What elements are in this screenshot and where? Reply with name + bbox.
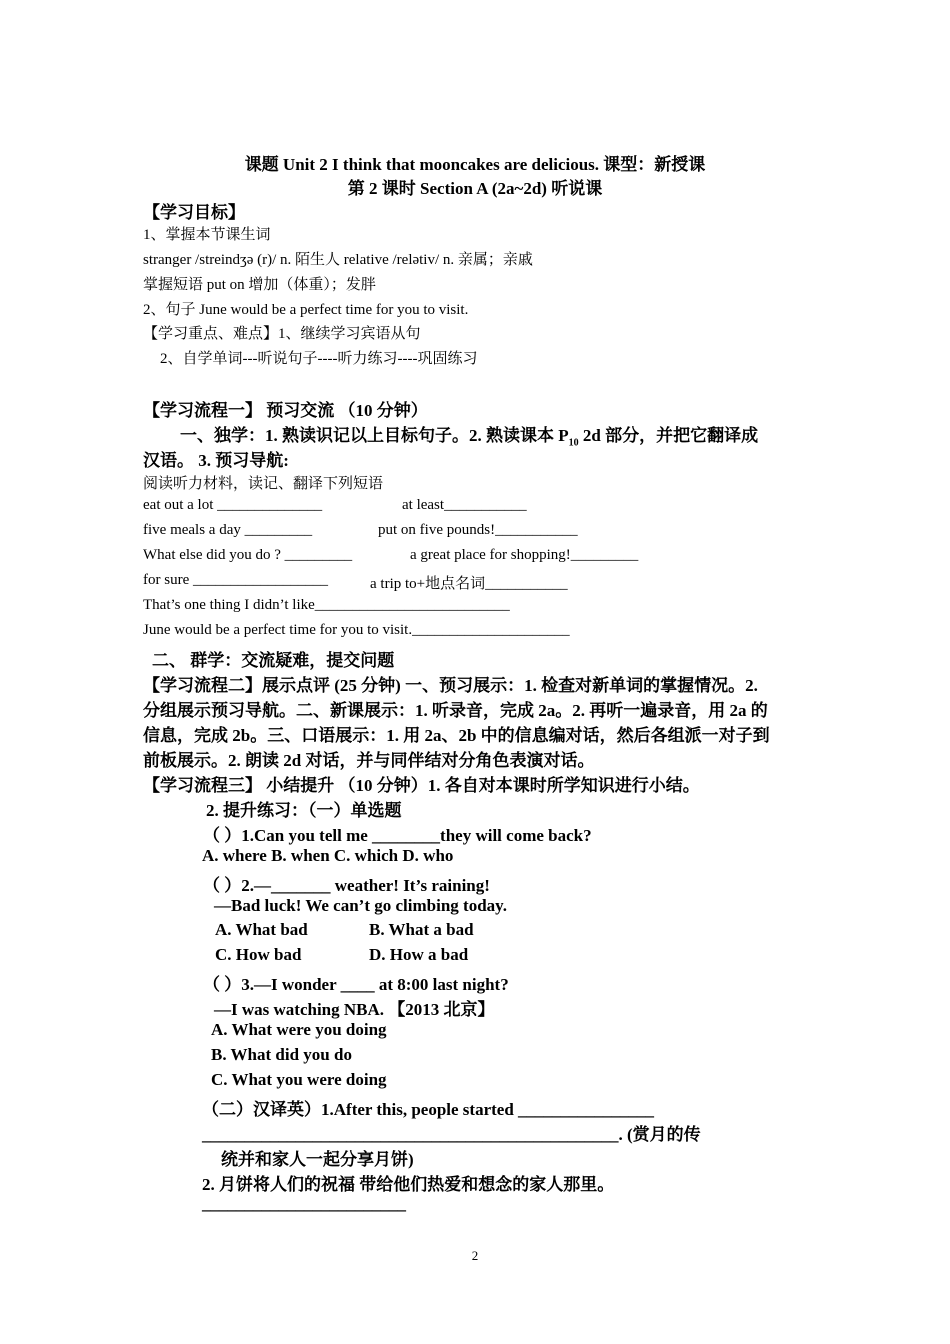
flow2-line-1: 【学习流程二】展示点评 (25 分钟) 一、预习展示：1. 检查对新单词的掌握情况。2. <box>143 676 758 695</box>
question-2: （ ）2.—_______ weather! It’s raining! <box>203 876 490 895</box>
lesson-subtitle: 第 2 课时 Section A (2a~2d) 听说课 <box>347 179 603 198</box>
translation-2: 2. 月饼将人们的祝福 带给他们热爱和想念的家人那里。 <box>202 1175 615 1194</box>
sentence-line: 2、句子 June would be a perfect time for you to visit. <box>143 302 469 318</box>
phrase-blank: five meals a day _________ <box>143 522 313 538</box>
translation-2-blank: ________________________ <box>202 1194 406 1213</box>
option-d: D. How a bad <box>369 945 469 964</box>
key-points-line: 【学习重点、难点】1、继续学习宾语从句 <box>143 326 421 342</box>
translation-blank: _________________________________________________. (赏月的传 <box>202 1125 701 1144</box>
practice-heading: 2. 提升练习：（一）单选题 <box>206 801 402 820</box>
option-a: A. What were you doing <box>211 1020 387 1039</box>
phrase-blank: What else did you do ? _________ <box>143 547 353 563</box>
translation-hint: 统并和家人一起分享月饼) <box>221 1150 414 1169</box>
phrase-blank: at least___________ <box>402 497 527 513</box>
phrases-intro: 阅读听力材料，读记、翻译下列短语 <box>143 476 384 492</box>
option-b: B. What did you do <box>211 1045 352 1064</box>
phrase-blank: for sure __________________ <box>143 572 328 588</box>
phrase-blank: That’s one thing I didn’t like__________________________ <box>143 597 510 613</box>
option-c: C. How bad <box>215 945 302 964</box>
flow3-heading: 【学习流程三】 小结提升 （10 分钟）1. 各自对本课时所学知识进行小结。 <box>143 776 700 795</box>
objectives-heading: 【学习目标】 <box>143 203 245 222</box>
question-3: （ ）3.—I wonder ____ at 8:00 last night? <box>203 975 509 994</box>
lesson-title: 课题 Unit 2 I think that mooncakes are delicious. 课型：新授课 <box>244 155 706 174</box>
question-2-reply: —Bad luck! We can’t go climbing today. <box>214 896 507 915</box>
phrase-blank: a trip to+地点名词___________ <box>370 576 568 592</box>
self-study-line: 一、独学：1. 熟读识记以上目标句子。2. 熟读课本 $P_{10}$ 2d 部分，并把它翻译成 <box>180 426 759 449</box>
flow1-heading: 【学习流程一】 预习交流 （10 分钟） <box>143 401 428 420</box>
option-c: C. What you were doing <box>211 1070 387 1089</box>
option-b: B. What a bad <box>369 920 474 939</box>
key-points-line-2: 2、自学单词---听说句子----听力练习----巩固练习 <box>160 351 478 367</box>
question-1-options: A. where B. when C. which D. who <box>202 846 454 865</box>
phrase-blank: a great place for shopping!_________ <box>410 547 639 563</box>
self-study-line-2: 汉语。 3. 预习导航: <box>143 451 289 470</box>
question-3-reply: —I was watching NBA. 【2013 北京】 <box>214 1000 495 1019</box>
page-number: 2 <box>471 1248 479 1263</box>
group-study-line: 二、 群学：交流疑难，提交问题 <box>152 651 395 670</box>
flow2-line-2: 分组展示预习导航。二、新课展示：1. 听录音，完成 2a。2. 再听一遍录音，用 2a 的 <box>143 701 768 720</box>
flow2-line-3: 信息，完成 2b。三、口语展示：1. 用 2a、2b 中的信息编对话，然后各组派一对子到 <box>143 726 770 745</box>
option-a: A. What bad <box>215 920 308 939</box>
vocabulary-line: stranger /streindʒə (r)/ n. 陌生人 relative /relətiv/ n. 亲属；亲戚 <box>143 252 533 268</box>
flow2-line-4: 前板展示。2. 朗读 2d 对话，并与同伴结对分角色表演对话。 <box>143 751 595 770</box>
phrase-line: 掌握短语 put on 增加（体重）；发胖 <box>143 277 376 293</box>
phrase-blank: eat out a lot ______________ <box>143 497 323 513</box>
phrase-blank: June would be a perfect time for you to visit._____________________ <box>143 622 570 638</box>
translation-heading: （二）汉译英）1.After this, people started ________________ <box>202 1100 655 1119</box>
objective-line-1: 1、掌握本节课生词 <box>143 227 271 243</box>
page-subscript: 10 <box>568 437 579 449</box>
phrase-blank: put on five pounds!___________ <box>378 522 578 538</box>
question-1: （ ）1.Can you tell me ________they will come back? <box>203 826 592 845</box>
